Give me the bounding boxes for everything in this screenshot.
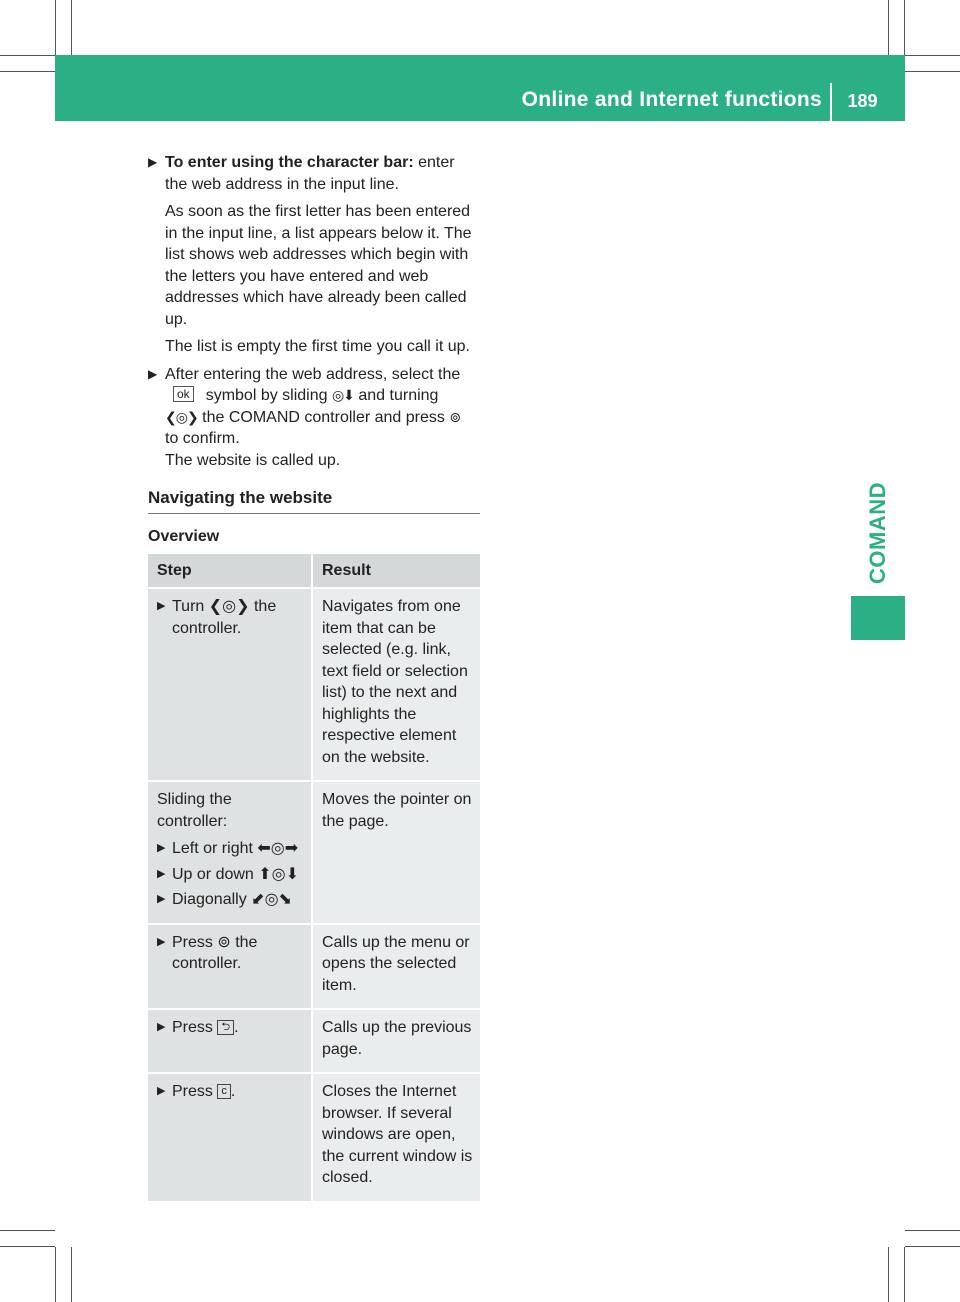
crop-mark [904,0,905,55]
arrow-icon: ▶ [157,867,166,880]
arrow-icon: ▶ [157,1085,166,1097]
crop-mark [905,71,960,72]
crop-mark [905,55,960,56]
step-cell: Sliding the controller: [157,791,232,830]
crop-mark [0,71,55,72]
crop-mark [0,1246,55,1247]
table-row [148,589,480,782]
table-row [148,925,480,1011]
step-cell: Press ⊚ the controller. [172,933,258,972]
table-header-result: Result [311,554,480,589]
header-divider [830,83,832,121]
step-cell: Left or right ⬅◎➡ [172,840,299,857]
table-header-row [148,554,480,589]
result-cell: Closes the Internet browser. If several windows are open, the current window is closed. [311,1074,480,1203]
arrow-icon: ▶ [157,600,166,612]
instructions [148,152,480,477]
step-lead: To enter using the character bar: [165,154,414,171]
table-header-step: Step [148,554,311,589]
step-note: As soon as the first letter has been entered in the input line, a list appears below it. The list shows web addresses which begin with the letters you have entered and web addresses which have already been called up. [165,203,472,328]
page-title: Online and Internet functions [521,88,822,111]
step-cell: Up or down ⬆◎⬇ [172,865,300,883]
arrow-icon: ▶ [157,935,166,948]
step-cell: Turn ❮◎❯ the controller. [172,598,277,637]
subsection-heading: Overview [148,528,220,545]
step-text: to confirm. [165,430,240,447]
arrow-icon: ▶ [157,893,166,905]
side-tab-label: COMAND [865,482,890,584]
crop-mark [0,1230,55,1231]
table-row [148,782,480,925]
result-cell: Navigates from one item that can be selected (e.g. link, text field or selection list) to the next and highlights the respective element on the website. [311,589,480,782]
arrow-icon: ▶ [148,366,158,381]
step-text: symbol by sliding [205,387,328,404]
step-cell: Press [172,1019,213,1036]
crop-mark [55,0,56,55]
arrow-icon: ▶ [157,1021,166,1033]
crop-mark [0,55,55,56]
arrow-icon: ▶ [157,842,166,854]
step-cell: Press [172,1083,213,1100]
clear-key-icon: c [217,1084,231,1099]
result-cell: Moves the pointer on the page. [311,782,480,925]
step-text: enter the web address in the input line. [165,154,455,193]
crop-mark [888,0,889,55]
step-text: and turning [358,387,439,404]
section-heading: Navigating the website [148,488,333,507]
crop-mark [888,1247,889,1302]
side-tab-block [851,596,905,640]
overview-table [148,554,480,1203]
controller-turn-icon: ❮◎❯ [165,408,198,425]
crop-mark [905,1246,960,1247]
instruction-step [148,364,480,450]
side-tab [851,478,905,588]
section-rule [148,513,480,514]
crop-mark [55,1247,56,1302]
result-cell: Calls up the previous page. [311,1010,480,1074]
crop-mark [905,1230,960,1231]
step-cell: Diagonally ⬋◎⬊ [172,891,292,908]
ok-icon: ok [173,386,194,402]
arrow-icon: ▶ [148,155,158,169]
page-number: 189 [847,91,878,111]
controller-slide-down-icon: ◎⬇ [331,387,354,403]
instruction-step [148,152,480,195]
step-note: The website is called up. [165,451,341,469]
table-row: ▶ Press ⮌ . Calls up the previous page. [148,1010,480,1074]
crop-mark [904,1247,905,1302]
step-note: The list is empty the first time you call it up. [165,338,470,355]
step-text: After entering the web address, select the [165,365,461,383]
table-row: ▶ Press c . Closes the Internet browser. If several windows are open, the current window is closed. [148,1074,480,1203]
controller-press-icon: ⊚ [449,408,461,425]
result-cell: Calls up the menu or opens the selected item. [311,925,480,1011]
back-key-icon: ⮌ [217,1020,234,1035]
crop-mark [71,1247,72,1302]
step-text: the COMAND controller and press [202,408,445,426]
crop-mark [71,0,72,55]
